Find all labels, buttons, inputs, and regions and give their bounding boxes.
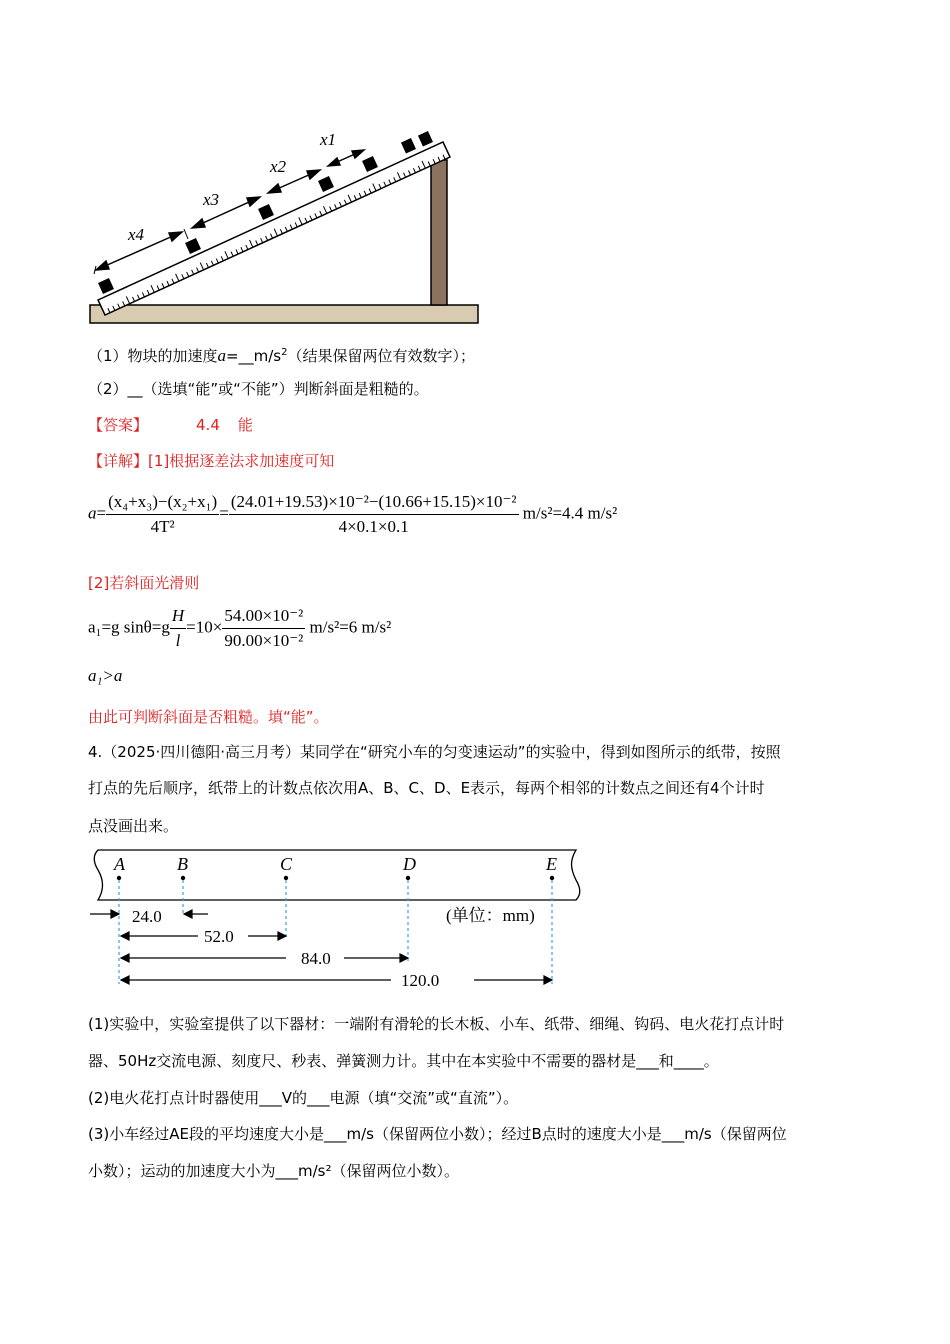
tape-marks: [98, 131, 433, 294]
equation-3: a₁>a: [88, 666, 123, 685]
q4-part1-line1: (1)实验中，实验室提供了以下器材：一端附有滑轮的长木板、小车、纸带、细绳、钩码、电火花打点计时: [88, 1015, 785, 1033]
q4-part1-line2: 器、50Hz交流电源、刻度尺、秒表、弹簧测力计。其中在本实验中不需要的器材是___和____。: [88, 1052, 719, 1070]
dim-AB: 24.0: [132, 907, 162, 926]
label-x4: x4: [128, 225, 145, 244]
q4-line-1: 4.（2025·四川德阳·高三月考）某同学在“研究小车的匀变速运动”的实验中，得到如图所示的纸带，按照: [88, 743, 781, 761]
incline-figure: [88, 120, 488, 330]
point-label-E: E: [546, 854, 557, 874]
point-label-B: B: [177, 854, 188, 874]
q4-line-3: 点没画出来。: [88, 817, 179, 835]
equation-2: a₁=g sinθ=g $\frac{H}{l}$ =10× $\frac{\text{54.00×10⁻²}}{\text{90.00×10⁻²}}$ m/s²=6 m/s²: [88, 606, 392, 650]
answer-line: 【答案】 4.4 能: [88, 416, 253, 434]
label-x2: x2: [270, 157, 287, 176]
unit-label: (单位：mm): [446, 906, 535, 925]
point-B: [181, 876, 185, 880]
point-C: [284, 876, 288, 880]
point-E: [550, 876, 554, 880]
paper-tape-figure: [86, 846, 586, 994]
q4-line-2: 打点的先后顺序，纸带上的计数点依次用A、B、C、D、E表示，每两个相邻的计数点之间还有4个计时: [88, 779, 765, 797]
question-part-1: （1）物块的加速度$a=\_\_m/s^2$（结果保留两位有效数字）；: [88, 346, 475, 365]
q4-part3-line1: (3)小车经过AE段的平均速度大小是___m/s（保留两位小数）；经过B点时的速度大小是___m/s（保留两位: [88, 1125, 787, 1143]
dim-AC: 52.0: [204, 927, 234, 946]
point-label-D: D: [403, 854, 416, 874]
conclusion-line: 由此可判断斜面是否粗糙。填“能”。: [88, 708, 329, 726]
point-label-C: C: [280, 854, 293, 874]
point-D: [406, 876, 410, 880]
vertical-post: [431, 160, 447, 305]
question-part-2: （2）__（选填“能”或“不能”）判断斜面是粗糙的。: [88, 380, 429, 398]
detail-line-1: 【详解】[1]根据逐差法求加速度可知: [88, 452, 335, 470]
label-x3: x3: [203, 190, 220, 209]
point-label-A: A: [114, 854, 125, 874]
q4-part2: (2)电火花打点计时器使用___V的___电源（填“交流”或“直流”）。: [88, 1089, 519, 1107]
equation-1: a= $\frac{\text{(x₄+x₃)−(x₂+x₁)}}{\text{4T²}}$ = $\frac{\text{(24.01+19.53)×10⁻²−(10.66+15.15)×10⁻²}}{4\times 0.1\times 0.1}$ m/s²=4.4 m/s²: [88, 492, 618, 536]
dim-AD: 84.0: [301, 949, 331, 968]
detail-line-2: [2]若斜面光滑则: [88, 574, 200, 592]
base-board: [90, 305, 478, 323]
label-x1: x1: [320, 130, 337, 149]
dim-AE: 120.0: [401, 971, 440, 990]
q4-part3-line2: 小数）；运动的加速度大小为___m/s²（保留两位小数）。: [88, 1162, 459, 1180]
point-A: [117, 876, 121, 880]
